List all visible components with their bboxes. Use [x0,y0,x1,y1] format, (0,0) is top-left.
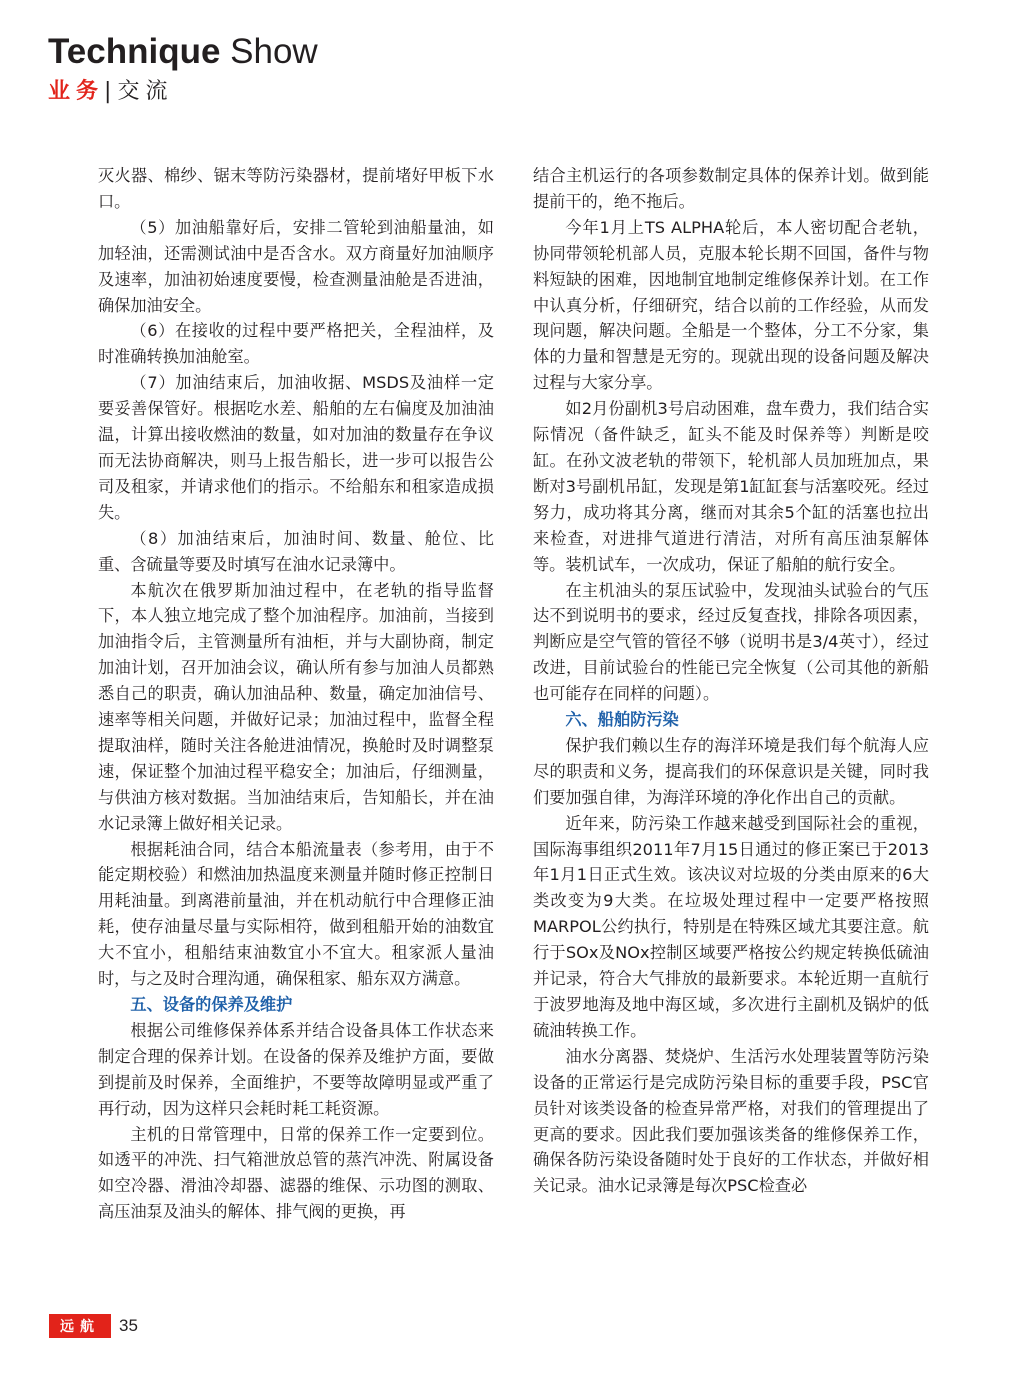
paragraph: 灭火器、棉纱、锯末等防污染器材，提前堵好甲板下水口。 [98,166,494,211]
paragraph: 主机的日常管理中，日常的保养工作一定要到位。如透平的冲洗、扫气箱泄放总管的蒸汽冲洗、附属设备如空冷器、滑油冷却器、滤器的维保、示功图的测取、高压油泵及油头的解体、排气阀的更换，再 [98,1124,494,1222]
paragraph: 如2月份副机3号启动困难，盘车费力，我们结合实际情况（备件缺乏，缸头不能及时保养等）判断是咬缸。在孙文波老轨的带领下，轮机部人员加班加点，果断对3号副机吊缸，发现是第1缸缸套与活塞咬死。经过努力，成功将其分离，继而对其余5个缸的活塞也拉出来检查，对进排气道进行清洁，对所有高压油泵解体等。装机试车，一次成功，保证了船舶的航行安全。 [533,399,929,574]
right-column [533,163,929,1199]
paragraph: （7）加油结束后，加油收据、MSDS及油样一定要妥善保管好。根据吃水差、船舶的左右偏度及加油油温，计算出接收燃油的数量，如对加油的数量存在争议而无法协商解决，则马上报告船长，进一步可以报告公司及租家，并请求他们的指示。不给船东和租家造成损失。 [98,373,494,522]
left-column [98,163,494,1225]
page-number: 35 [119,1316,138,1335]
section-subtitle-business: 业务 [48,79,105,104]
section-heading: 五、设备的保养及维护 [130,995,293,1014]
section-subtitle-separator: | [104,79,112,104]
section-heading: 六、船舶防污染 [565,710,679,730]
paragraph: （6）在接收的过程中要严格把关，全程油样，及时准确转换加油舱室。 [98,321,494,367]
paragraph: 结合主机运行的各项参数制定具体的保养计划。做到能提前干的，绝不拖后。 [533,166,929,211]
section-subtitle-exchange: 交流 [117,79,174,104]
paragraph: 在主机油头的泵压试验中，发现油头试验台的气压达不到说明书的要求，经过反复查找，排除各项因素，判断应是空气管的管径不够（说明书是3/4英寸），经过改进，目前试验台的性能已完全恢复（公司其他的新船也可能存在同样的问题）。 [533,580,929,704]
paragraph: 今年1月上TS ALPHA轮后，本人密切配合老轨，协同带领轮机部人员，克服本轮长期不回国，备件与物料短缺的困难，因地制宜地制定维修保养计划。在工作中认真分析，仔细研究，结合以前的工作经验，从而发现问题，解决问题。全船是一个整体，分工不分家，集体的力量和智慧是无穷的。现就出现的设备问题及解决过程与大家分享。 [533,217,929,393]
section-title [48,30,318,74]
paragraph: （5）加油船靠好后，安排二管轮到油船量油，如加轻油，还需测试油中是否含水。双方商量好加油顺序及速率，加油初始速度要慢，检查测量油舱是否进油，确保加油安全。 [98,217,494,315]
paragraph: 保护我们赖以生存的海洋环境是我们每个航海人应尽的职责和义务，提高我们的环保意识是关键，同时我们要加强自律，为海洋环境的净化作出自己的贡献。 [533,735,929,807]
paragraph: 近年来，防污染工作越来越受到国际社会的重视，国际海事组织2011年7月15日通过的修正案已于2013年1月1日正式生效。该决议对垃圾的分类由原来的6大类改变为9大类。在垃圾处理过程中一定要严格按照MARPOL公约执行，特别是在特殊区域尤其要注意。航行于SOx及NOx控制区域要严格按公约规定转换低硫油并记录，符合大气排放的最新要求。本轮近期一直航行于波罗地海及地中海区域，多次进行主副机及锅炉的低硫油转换工作。 [533,813,929,1040]
section-title-bold: Technique [48,32,221,71]
section-subtitle [48,78,173,106]
magazine-badge: 远航 [49,1314,111,1338]
paragraph: 油水分离器、焚烧炉、生活污水处理装置等防污染设备的正常运行是完成防污染目标的重要手段，PSC官员针对该类设备的检查异常严格，对我们的管理提出了更高的要求。因此我们要加强该类备的维修保养工作，确保各防污染设备随时处于良好的工作状态，并做好相关记录。油水记录簿是每次PSC检查必 [533,1046,929,1196]
section-title-light: Show [220,32,318,71]
paragraph: 根据公司维修保养体系并结合设备具体工作状态来制定合理的保养计划。在设备的保养及维护方面，要做到提前及时保养，全面维护，不要等故障明显或严重了再行动，因为这样只会耗时耗工耗资源。 [98,1020,494,1118]
paragraph: 根据耗油合同，结合本船流量表（参考用，由于不能定期校验）和燃油加热温度来测量并随时修正控制日用耗油量。到离港前量油，并在机动航行中合理修正油耗，使存油量尽量与实际相符，做到租船开始的油数宜大不宜小，租船结束油数宜小不宜大。租家派人量油时，与之及时合理沟通，确保租家、船东双方满意。 [98,839,494,989]
paragraph: （8）加油结束后，加油时间、数量、舱位、比重、含硫量等要及时填写在油水记录簿中。 [98,528,494,574]
paragraph: 本航次在俄罗斯加油过程中，在老轨的指导监督下，本人独立地完成了整个加油程序。加油前，当接到加油指令后，主管测量所有油柜，并与大副协商，制定加油计划，召开加油会议，确认所有参与加油人员都熟悉自己的职责，确认加油品种、数量，确定加油信号、速率等相关问题，并做好记录；加油过程中，监督全程提取油样，随时关注各舱进油情况，换舱时及时调整泵速，保证整个加油过程平稳安全；加油后，仔细测量，与供油方核对数据。当加油结束后，告知船长，并在油水记录簿上做好相关记录。 [98,580,494,833]
page-footer [49,1313,138,1339]
